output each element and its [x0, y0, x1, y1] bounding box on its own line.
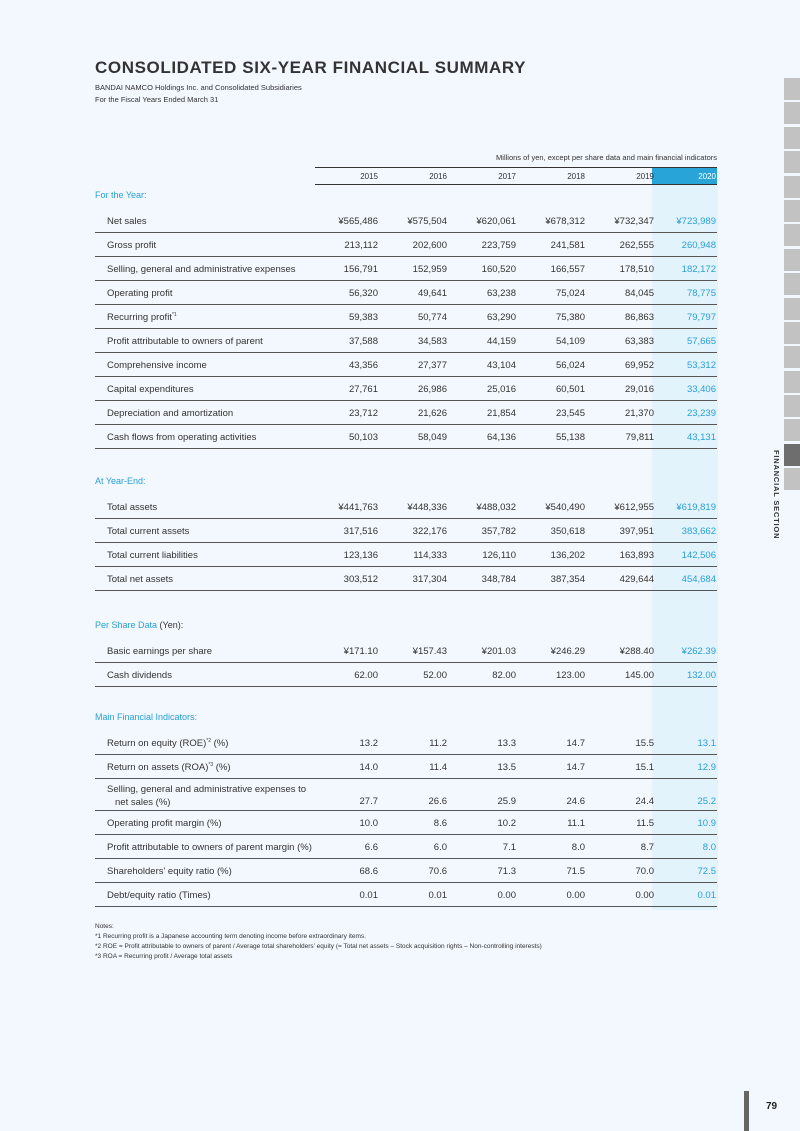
cell-2018: 71.5 [566, 866, 585, 877]
cell-2018: 24.6 [566, 796, 585, 807]
row-label: Capital expenditures [107, 384, 194, 395]
row-label-continuation: net sales (%) [115, 797, 171, 808]
row-label: Total assets [107, 502, 158, 513]
cell-2017: 13.3 [497, 738, 516, 749]
section-tab [784, 298, 800, 320]
section-tab [784, 102, 800, 124]
cell-2017: 223,759 [481, 240, 516, 251]
cell-2020: 53,312 [686, 360, 716, 371]
company-subtitle: BANDAI NAMCO Holdings Inc. and Consolidated Subsidiaries [95, 83, 302, 92]
cell-2016: ¥448,336 [407, 502, 447, 513]
section-tab [784, 371, 800, 393]
cell-2020: 260,948 [681, 240, 716, 251]
cell-2017: 21,854 [486, 408, 516, 419]
row-divider [95, 590, 717, 591]
cell-2017: 25,016 [486, 384, 516, 395]
footnote-ref: *1 [171, 312, 177, 318]
cell-2015: 37,588 [348, 336, 378, 347]
cell-2019: 63,383 [624, 336, 654, 347]
cell-2016: 6.0 [433, 842, 447, 853]
cell-2015: 59,383 [348, 312, 378, 323]
notes [95, 922, 542, 962]
year-header-2015: 2015 [360, 172, 378, 181]
cell-2019: 69,952 [624, 360, 654, 371]
cell-2016: 58,049 [417, 432, 447, 443]
cell-2020: 142,506 [681, 550, 716, 561]
year-header-2020: 2020 [698, 172, 716, 181]
row-divider [95, 232, 717, 233]
cell-2019: 29,016 [624, 384, 654, 395]
note-line: *2 ROE = Profit attributable to owners of parent / Average total shareholders’ equity (= Total net assets – Stock acquisition rights – Non-controlling interests) [95, 943, 542, 950]
section-title [95, 476, 146, 486]
cell-2018: 136,202 [550, 550, 585, 561]
cell-2015: 50,103 [348, 432, 378, 443]
section-tab [784, 444, 800, 466]
cell-2017: ¥488,032 [476, 502, 516, 513]
page-marker [744, 1091, 749, 1131]
cell-2019: 0.00 [635, 890, 654, 901]
row-label: Total net assets [107, 574, 174, 585]
cell-2020: 10.9 [697, 818, 716, 829]
row-divider [95, 424, 717, 425]
cell-2019: 15.1 [635, 762, 654, 773]
section-tab [784, 322, 800, 344]
cell-2019: 429,644 [619, 574, 654, 585]
cell-2020: 0.01 [697, 890, 716, 901]
cell-2019: 70.0 [635, 866, 654, 877]
cell-2019: 178,510 [619, 264, 654, 275]
cell-2017: 63,238 [486, 288, 516, 299]
cell-2016: 27,377 [417, 360, 447, 371]
section-title-text: For the Year: [95, 190, 147, 200]
cell-2019: 163,893 [619, 550, 654, 561]
row-label: Recurring profit$^{*1}$ [107, 312, 177, 323]
cell-2019: 15.5 [635, 738, 654, 749]
section-title-text: Per Share Data [95, 620, 158, 630]
row-divider [95, 448, 717, 449]
units-note: Millions of yen, except per share data and main financial indicators [496, 153, 717, 162]
cell-2020: 13.1 [697, 738, 716, 749]
row-label: Operating profit [107, 288, 173, 299]
cell-2018: 387,354 [550, 574, 585, 585]
section-tab [784, 151, 800, 173]
cell-2015: 10.0 [359, 818, 378, 829]
cell-2015: ¥171.10 [343, 646, 378, 657]
section-tab [784, 127, 800, 149]
cell-2015: 27,761 [348, 384, 378, 395]
cell-2016: 49,641 [417, 288, 447, 299]
cell-2020: 25.2 [697, 796, 716, 807]
row-divider [95, 754, 717, 755]
section-tab [784, 419, 800, 441]
cell-2017: 43,104 [486, 360, 516, 371]
cell-2019: 145.00 [624, 670, 654, 681]
cell-2016: 202,600 [412, 240, 447, 251]
cell-2017: 357,782 [481, 526, 516, 537]
row-label: Total current assets [107, 526, 190, 537]
cell-2020: 78,775 [686, 288, 716, 299]
row-divider [95, 518, 717, 519]
cell-2015: 13.2 [359, 738, 378, 749]
cell-2015: 43,356 [348, 360, 378, 371]
side-section-label-text: FINANCIAL SECTION [772, 450, 781, 540]
row-label: Cash flows from operating activities [107, 432, 257, 443]
cell-2020: 33,406 [686, 384, 716, 395]
section-title-text: Main Financial Indicators: [95, 712, 198, 722]
cell-2017: 13.5 [497, 762, 516, 773]
year-header-2019: 2019 [636, 172, 654, 181]
cell-2018: ¥678,312 [545, 216, 585, 227]
cell-2015: 317,516 [343, 526, 378, 537]
cell-2020: 12.9 [697, 762, 716, 773]
cell-2019: 86,863 [624, 312, 654, 323]
cell-2015: 56,320 [348, 288, 378, 299]
cell-2017: 348,784 [481, 574, 516, 585]
cell-2015: 213,112 [344, 240, 378, 251]
cell-2017: 160,520 [481, 264, 516, 275]
year-header-2017: 2017 [498, 172, 516, 181]
row-divider [95, 778, 717, 779]
cell-2016: 26.6 [428, 796, 447, 807]
page-title: CONSOLIDATED SIX-YEAR FINANCIAL SUMMARY [95, 58, 527, 77]
cell-2017: ¥201.03 [481, 646, 516, 657]
cell-2018: 75,380 [555, 312, 585, 323]
cell-2017: ¥620,061 [476, 216, 516, 227]
year-header-2016: 2016 [429, 172, 447, 181]
cell-2015: ¥441,763 [338, 502, 378, 513]
cell-2018: 8.0 [571, 842, 585, 853]
cell-2019: 79,811 [625, 432, 654, 443]
cell-2020: 383,662 [681, 526, 716, 537]
cell-2018: 60,501 [555, 384, 585, 395]
cell-2016: 26,986 [417, 384, 447, 395]
cell-2015: 68.6 [359, 866, 378, 877]
year-header-row [315, 168, 717, 185]
row-label: Net sales [107, 216, 147, 227]
cell-2020: 132.00 [686, 670, 716, 681]
row-label: Basic earnings per share [107, 646, 213, 657]
cell-2015: 23,712 [348, 408, 378, 419]
cell-2016: 8.6 [433, 818, 447, 829]
section-tab [784, 78, 800, 100]
row-label: Operating profit margin (%) [107, 818, 222, 829]
cell-2018: 241,581 [550, 240, 585, 251]
cell-2016: 34,583 [417, 336, 447, 347]
cell-2017: 63,290 [486, 312, 516, 323]
cell-2020: 8.0 [702, 842, 716, 853]
cell-2015: 0.01 [359, 890, 378, 901]
note-line: Notes: [95, 923, 114, 930]
row-divider [95, 542, 717, 543]
row-label: Selling, general and administrative expenses to net sales (%) [107, 784, 307, 808]
row-divider [95, 662, 717, 663]
cell-2017: 126,110 [482, 550, 516, 561]
cell-2016: 11.2 [429, 738, 447, 749]
section-tab [784, 468, 800, 490]
cell-2017: 25.9 [497, 796, 516, 807]
section-title [95, 190, 147, 200]
cell-2019: ¥612,955 [614, 502, 654, 513]
cell-2017: 10.2 [497, 818, 516, 829]
cell-2015: 6.6 [364, 842, 378, 853]
cell-2016: 152,959 [412, 264, 447, 275]
section-tab [784, 224, 800, 246]
year-header-2018: 2018 [567, 172, 585, 181]
cell-2016: 21,626 [417, 408, 447, 419]
cell-2018: 123.00 [555, 670, 585, 681]
cell-2015: 123,136 [343, 550, 378, 561]
cell-2019: 21,370 [624, 408, 654, 419]
cell-2020: ¥262.39 [681, 646, 716, 657]
cell-2018: ¥540,490 [545, 502, 585, 513]
cell-2016: 50,774 [417, 312, 447, 323]
cell-2018: 14.7 [566, 762, 585, 773]
cell-2020: 43,131 [686, 432, 716, 443]
row-divider [95, 834, 717, 835]
note-line: *3 ROA = Recurring profit / Average total assets [95, 953, 233, 960]
cell-2019: 84,045 [624, 288, 654, 299]
cell-2020: 57,665 [686, 336, 716, 347]
cell-2020: 182,172 [681, 264, 716, 275]
section-tab [784, 200, 800, 222]
section-tab [784, 249, 800, 271]
cell-2015: 14.0 [359, 762, 378, 773]
cell-2017: 82.00 [492, 670, 516, 681]
cell-2019: ¥732,347 [614, 216, 654, 227]
row-label: Profit attributable to owners of parent [107, 336, 263, 347]
row-label: Cash dividends [107, 670, 172, 681]
row-divider [95, 280, 717, 281]
row-label: Shareholders’ equity ratio (%) [107, 866, 232, 877]
section-tab [784, 273, 800, 295]
row-divider [95, 352, 717, 353]
cell-2018: 11.1 [567, 818, 585, 829]
row-divider [95, 304, 717, 305]
row-divider [95, 858, 717, 859]
row-label: Total current liabilities [107, 550, 198, 561]
footnote-ref: *2 [206, 738, 211, 744]
cell-2016: 322,176 [412, 526, 447, 537]
side-section-label [771, 450, 781, 550]
cell-2018: ¥246.29 [550, 646, 585, 657]
section-tab [784, 176, 800, 198]
row-label: Depreciation and amortization [107, 408, 234, 419]
footnote-ref: *3 [208, 762, 214, 768]
section-tab [784, 395, 800, 417]
section-title-suffix: (Yen): [157, 620, 184, 630]
row-divider [95, 882, 717, 883]
section-title [95, 620, 183, 630]
cell-2018: 54,109 [555, 336, 585, 347]
cell-2016: 52.00 [423, 670, 447, 681]
row-label: Gross profit [107, 240, 157, 251]
cell-2020: 79,797 [686, 312, 716, 323]
cell-2018: 166,557 [550, 264, 585, 275]
section-tabs [784, 78, 800, 493]
cell-2020: 23,239 [686, 408, 716, 419]
section-title-text: At Year-End: [95, 476, 146, 486]
row-divider [95, 256, 717, 257]
cell-2018: 56,024 [555, 360, 585, 371]
row-divider [95, 328, 717, 329]
page-number: 79 [766, 1101, 778, 1112]
cell-2016: 114,333 [413, 550, 447, 561]
cell-2019: 11.5 [636, 818, 654, 829]
row-label: Selling, general and administrative expenses [107, 264, 296, 275]
row-label: Return on assets (ROA)$^{*3}$ (%) [107, 762, 231, 773]
cell-2018: 55,138 [555, 432, 585, 443]
cell-2017: 0.00 [497, 890, 516, 901]
row-divider [95, 400, 717, 401]
cell-2015: ¥565,486 [338, 216, 378, 227]
cell-2018: 0.00 [566, 890, 585, 901]
cell-2015: 62.00 [354, 670, 378, 681]
row-label: Profit attributable to owners of parent margin (%) [107, 842, 312, 853]
cell-2020: ¥619,819 [676, 502, 716, 513]
cell-2017: 71.3 [497, 866, 516, 877]
row-label: Debt/equity ratio (Times) [107, 890, 211, 901]
row-label: Return on equity (ROE)$^{*2}$ (%) [107, 738, 229, 749]
cell-2016: ¥157.43 [412, 646, 447, 657]
cell-2017: 64,136 [486, 432, 516, 443]
cell-2015: 27.7 [359, 796, 378, 807]
cell-2019: 8.7 [640, 842, 654, 853]
cell-2018: 350,618 [550, 526, 585, 537]
row-divider [95, 686, 717, 687]
row-divider [95, 566, 717, 567]
cell-2016: 70.6 [428, 866, 447, 877]
cell-2017: 44,159 [486, 336, 516, 347]
cell-2015: 303,512 [343, 574, 378, 585]
cell-2018: 14.7 [566, 738, 585, 749]
cell-2019: 24.4 [635, 796, 654, 807]
cell-2018: 23,545 [555, 408, 585, 419]
period-subtitle: For the Fiscal Years Ended March 31 [95, 95, 219, 104]
section-tab [784, 346, 800, 368]
row-divider [95, 810, 717, 811]
cell-2016: 11.4 [429, 762, 447, 773]
cell-2015: 156,791 [343, 264, 378, 275]
cell-2019: ¥288.40 [619, 646, 654, 657]
cell-2016: 0.01 [428, 890, 447, 901]
note-line: *1 Recurring profit is a Japanese accounting term denoting income before extraordinary items. [95, 933, 366, 940]
row-divider [95, 376, 717, 377]
cell-2019: 262,555 [619, 240, 654, 251]
section-title [95, 712, 197, 722]
cell-2019: 397,951 [619, 526, 654, 537]
cell-2018: 75,024 [555, 288, 585, 299]
cell-2020: 72.5 [697, 866, 716, 877]
cell-2017: 7.1 [502, 842, 516, 853]
cell-2020: ¥723,989 [676, 216, 716, 227]
cell-2016: ¥575,504 [407, 216, 447, 227]
row-label: Comprehensive income [107, 360, 207, 371]
row-divider [95, 906, 717, 907]
cell-2020: 454,684 [681, 574, 716, 585]
cell-2016: 317,304 [412, 574, 447, 585]
